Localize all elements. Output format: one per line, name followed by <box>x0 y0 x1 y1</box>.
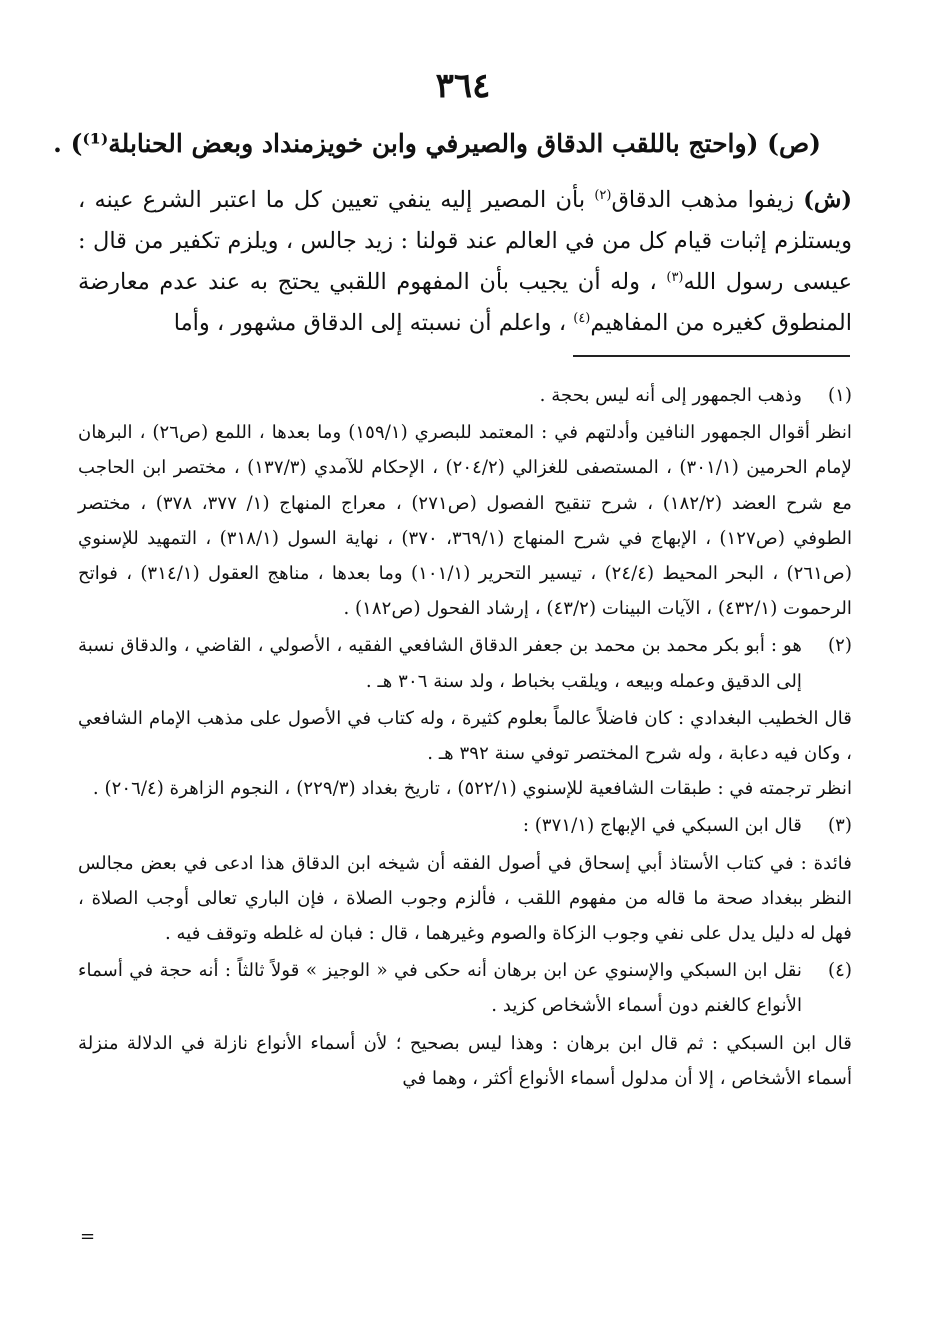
footnotes-section <box>78 378 852 1096</box>
footnote-ref-3[interactable]: (٣) <box>666 270 684 285</box>
footnote-1 <box>78 378 852 413</box>
footnote-1-number: (١) <box>828 385 852 406</box>
footnote-2-number: (٢) <box>828 635 852 657</box>
commentary-text-3: ، وله أن يجيب بأن المفهوم اللقبي يحتج به عند عدم معارضة المنطوق كغيره من المفاهيم <box>78 269 852 336</box>
footnote-2-bio: هو : أبو بكر محمد بن محمد بن جعفر الدقاق الشافعي الفقيه ، الأصولي ، القاضي ، والدقاق نسبة إلى الدقيق وعمله وبيعه ، ويلقب بخباط ، ولد سنة ٣٠٦ هـ . <box>78 635 802 692</box>
footnote-1-references: انظر أقوال الجمهور النافين وأدلتهم في : المعتمد للبصري (١٥٩/١) وما بعدها ، اللمع (ص٢٦) ، البرهان لإمام الحرمين (٣٠١/١) ، المستصفى للغزالي (٢٠٤/٢) ، الإحكام للآمدي (١٣٧/٣) ، مختصر ابن الحاجب مع شرح العضد (١٨٢/٢) ، شرح تنقيح الفصول (ص٢٧١) ، معراج المنهاج (١/ ٣٧٧، ٣٧٨) ، مختصر الطوفي (ص١٢٧) ، الإبهاج في شرح المنهاج (٣٦٩/١، ٣٧٠) ، نهاية السول (٣١٨/١) ، التمهيد للإسنوي (ص٢٦١) ، البحر المحيط (٢٤/٤) ، تيسير التحرير (١٠١/١) وما بعدها ، مناهج العقول (٣١٤/١) ، فواتح الرحموت (٤٣٢/١) ، الآيات البينات (٤٣/٢) ، إرشاد الفحول (ص١٨٢) . <box>78 422 852 620</box>
continuation-mark: = <box>80 1226 96 1247</box>
footnote-3-line: قال ابن السبكي في الإبهاج (٣٧١/١) : <box>522 815 802 837</box>
footnote-3 <box>78 808 852 843</box>
matn-heading: (ص) (واحتج باللقب الدقاق والصيرفي وابن خويزمنداد وبعض الحنابلة⁽¹⁾) . <box>53 129 821 158</box>
footnote-4 <box>78 953 852 1023</box>
footnote-2-quote: قال الخطيب البغدادي : كان فاضلاً عالماً بعلوم كثيرة ، وله كتاب في الأصول على مذهب الإمام الشافعي ، وكان فيه دعابة ، وله شرح المختصر توفي سنة ٣٩٢ هـ . <box>78 707 852 765</box>
footnote-2-references: انظر ترجمته في : طبقات الشافعية للإسنوي (٥٢٢/١) ، تاريخ بغداد (٢٢٩/٣) ، النجوم الزاهرة (٢٠٦/٤) . <box>92 778 852 800</box>
page-number: ٣٦٤ <box>435 66 491 106</box>
footnote-4-text: قال ابن السبكي : ثم قال ابن برهان : وهذا ليس بصحيح ؛ لأن أسماء الأنواع نازلة في الدلالة منزلة أسماء الأشخاص ، إلا أن مدلول أسماء الأنواع أكثر ، وهما في <box>78 1032 852 1089</box>
footnote-3-text: فائدة : في كتاب الأستاذ أبي إسحاق في أصول الفقه أن شيخه ابن الدقاق هذا ادعى في بعض مجالس النظر ببغداد صحة ما قاله من مفهوم اللقب ، فألزم وجوب الصلاة ، فإن الباري تعالى أوجب الصلاة ، فهل له دليل يدل على نفي وجوب الزكاة والصوم وغيرهما ، قال : فبان له غلطه وتوقف فيه . <box>78 852 852 945</box>
commentary-text-2: بأن المصير إليه ينفي تعيين كل ما اعتبر الشرع عينه ، ويستلزم إثبات قيام كل من في العالم عند قولنا : زيد جالس ، ويلزم تكفير من قال : عيسى رسول الله <box>78 187 852 295</box>
footnote-ref-4[interactable]: (٤) <box>573 311 591 326</box>
footnote-4-number: (٤) <box>828 960 852 982</box>
footnote-3-number: (٣) <box>828 815 852 837</box>
commentary-text-4: ، واعلم أن نسبته إلى الدقاق مشهور ، وأما <box>173 310 567 336</box>
footnote-separator <box>573 355 850 357</box>
footnote-4-line: نقل ابن السبكي والإسنوي عن ابن برهان أنه حكى في « الوجيز » قولاً ثالثاً : أنه حجة في أسماء الأنواع كالغنم دون أسماء الأشخاص كزيد . <box>78 960 802 1017</box>
sharh-marker: (ش) <box>803 187 853 213</box>
commentary-paragraph <box>78 180 852 344</box>
footnote-1-line: وذهب الجمهور إلى أنه ليس بحجة . <box>539 385 802 406</box>
footnote-2 <box>78 628 852 698</box>
footnote-ref-2[interactable]: (٢) <box>594 188 612 203</box>
commentary-text-1: زيفوا مذهب الدقاق <box>611 187 795 213</box>
